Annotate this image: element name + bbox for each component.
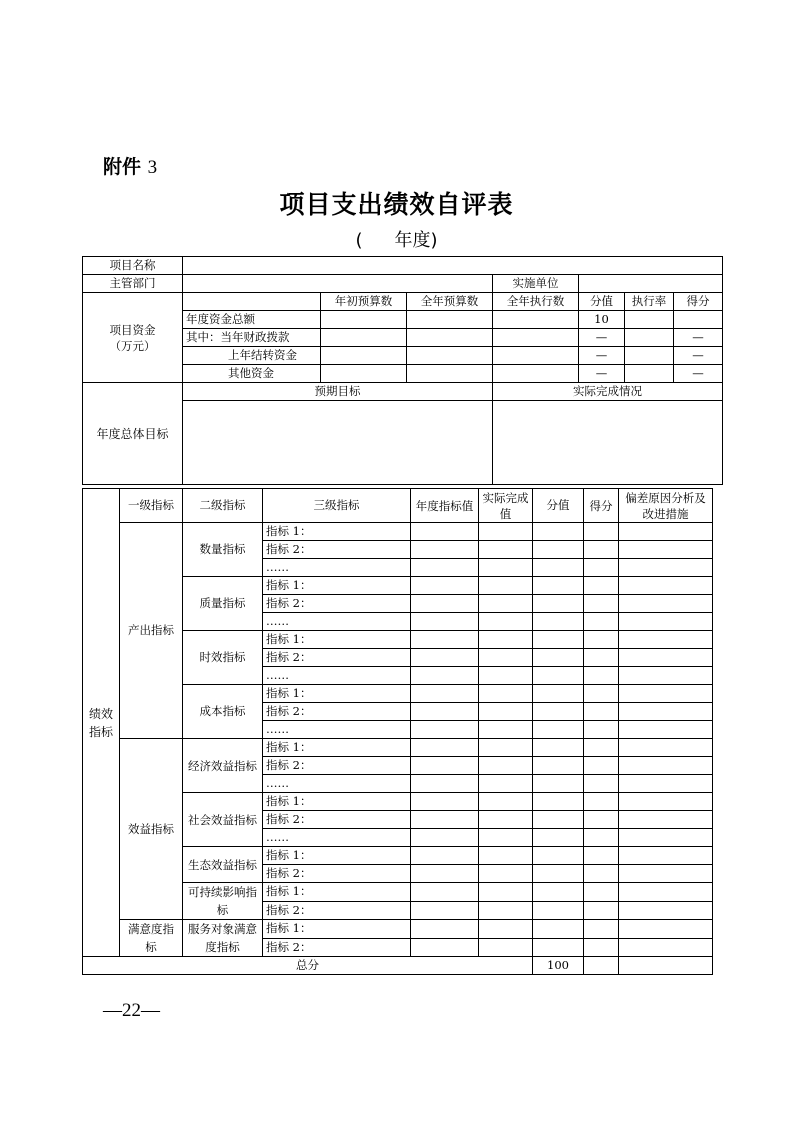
indicator-label: 指标 2： (263, 757, 411, 775)
funds-row-defen: — (674, 365, 723, 383)
annex-label: 附件 3 (103, 156, 158, 178)
level1-benefit: 效益指标 (120, 739, 183, 920)
level2-social: 社会效益指标 (183, 793, 263, 847)
indicator-ellipsis: …… (263, 775, 411, 793)
perf-side-label: 绩效指标 (83, 489, 120, 957)
funds-header-row (83, 293, 723, 311)
total-score: 100 (533, 957, 584, 975)
funds-row-score: — (579, 347, 625, 365)
indicator-label: 指标 1： (263, 920, 411, 939)
page-number: —22— (103, 1000, 160, 1021)
level2-quantity: 数量指标 (183, 523, 263, 577)
header-deviation: 偏差原因分析及改进措施 (619, 489, 713, 523)
level2-quality: 质量指标 (183, 577, 263, 631)
funds-row-defen[interactable] (674, 311, 723, 329)
header-annual: 年度指标值 (411, 489, 479, 523)
dept-value[interactable] (183, 275, 493, 293)
header-score: 分值 (579, 293, 625, 311)
goals-side-label: 年度总体目标 (83, 383, 183, 485)
impl-unit-label: 实施单位 (493, 275, 579, 293)
table-row (83, 739, 713, 757)
header-initial-budget: 年初预算数 (321, 293, 407, 311)
funds-row-defen: — (674, 347, 723, 365)
indicator-label: 指标 2： (263, 938, 411, 957)
indicator-label: 指标 1： (263, 739, 411, 757)
header-annual-budget: 全年预算数 (407, 293, 493, 311)
funds-row-score: 10 (579, 311, 625, 329)
impl-unit-value[interactable] (579, 275, 723, 293)
dept-row (83, 275, 723, 293)
table-row (83, 523, 713, 541)
level2-cost: 成本指标 (183, 685, 263, 739)
goals-expected-header: 预期目标 (183, 383, 493, 401)
header-defen: 得分 (674, 293, 723, 311)
funds-row-label: 上年结转资金 (183, 347, 321, 365)
total-label: 总分 (83, 957, 533, 975)
table-row (83, 920, 713, 939)
header-level2: 二级指标 (183, 489, 263, 523)
header-actual: 实际完成值 (479, 489, 533, 523)
indicator-label: 指标 1： (263, 631, 411, 649)
funds-row-score: — (579, 365, 625, 383)
level1-output: 产出指标 (120, 523, 183, 739)
indicator-label: 指标 2： (263, 541, 411, 559)
performance-table (82, 488, 713, 975)
project-name-label: 项目名称 (83, 257, 183, 275)
funds-row-score: — (579, 329, 625, 347)
header-score: 分值 (533, 489, 584, 523)
project-name-row (83, 257, 723, 275)
total-row (83, 957, 713, 975)
indicator-label: 指标 2： (263, 811, 411, 829)
header-exec-rate: 执行率 (625, 293, 674, 311)
level2-timeliness: 时效指标 (183, 631, 263, 685)
header-defen: 得分 (584, 489, 619, 523)
year-line: ( 年度) (355, 230, 438, 251)
level2-service: 服务对象满意度指标 (183, 920, 263, 957)
level2-ecological: 生态效益指标 (183, 847, 263, 883)
indicator-label: 指标 1： (263, 523, 411, 541)
goals-actual-value[interactable] (493, 401, 723, 485)
indicator-ellipsis: …… (263, 613, 411, 631)
indicator-label: 指标 2： (263, 703, 411, 721)
indicator-label: 指标 2： (263, 649, 411, 667)
page-title: 项目支出绩效自评表 (279, 190, 514, 219)
funds-table (82, 256, 723, 485)
goals-expected-value[interactable] (183, 401, 493, 485)
goals-header-row (83, 383, 723, 401)
funds-row-defen: — (674, 329, 723, 347)
indicator-label: 指标 2： (263, 901, 411, 920)
level1-satisfaction: 满意度指标 (120, 920, 183, 957)
indicator-label: 指标 1： (263, 685, 411, 703)
indicator-ellipsis: …… (263, 559, 411, 577)
indicator-ellipsis: …… (263, 721, 411, 739)
indicator-label: 指标 1： (263, 847, 411, 865)
level2-economic: 经济效益指标 (183, 739, 263, 793)
project-name-value[interactable] (183, 257, 723, 275)
dept-label: 主管部门 (83, 275, 183, 293)
funds-row-label: 其中：当年财政拨款 (183, 329, 321, 347)
header-level1: 一级指标 (120, 489, 183, 523)
indicator-label: 指标 1： (263, 883, 411, 902)
header-level3: 三级指标 (263, 489, 411, 523)
header-executed: 全年执行数 (493, 293, 579, 311)
indicator-label: 指标 1： (263, 793, 411, 811)
perf-header-row (83, 489, 713, 523)
indicator-ellipsis: …… (263, 829, 411, 847)
indicator-label: 指标 1： (263, 577, 411, 595)
indicator-label: 指标 2： (263, 865, 411, 883)
funds-row-label: 其他资金 (183, 365, 321, 383)
indicator-ellipsis: …… (263, 667, 411, 685)
funds-row-label: 年度资金总额 (183, 311, 321, 329)
funds-section-label: 项目资金 （万元） (83, 293, 183, 383)
goals-actual-header: 实际完成情况 (493, 383, 723, 401)
indicator-label: 指标 2： (263, 595, 411, 613)
level2-sustainable: 可持续影响指标 (183, 883, 263, 920)
